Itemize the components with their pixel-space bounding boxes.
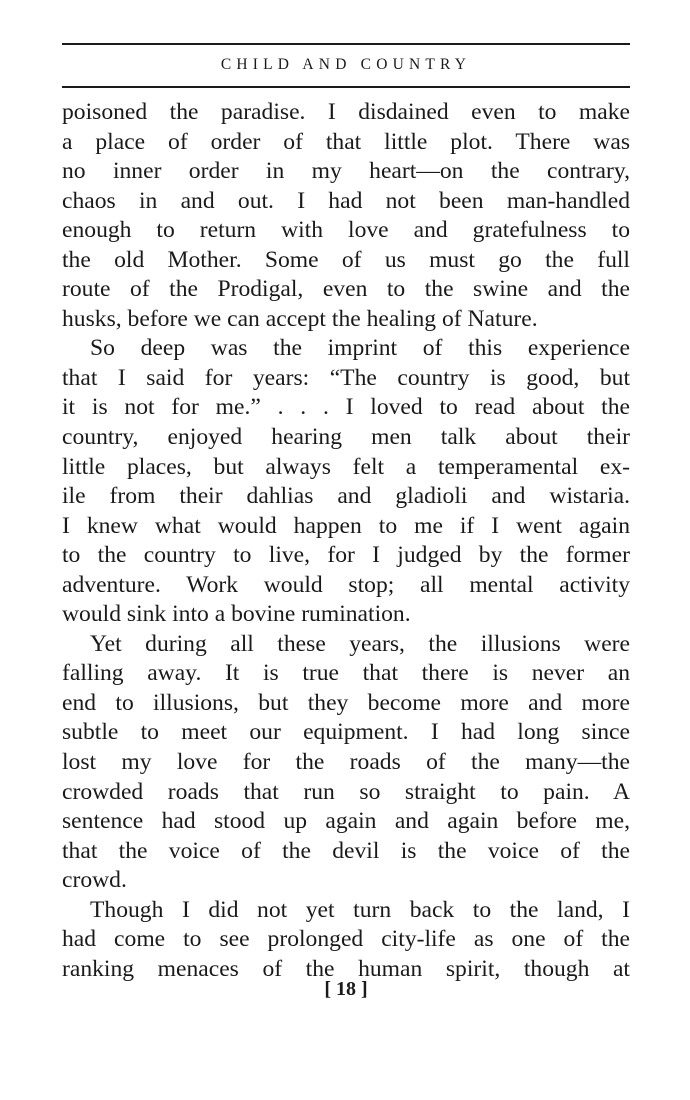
text-line: husks, before we can accept the healing of Nature. bbox=[62, 305, 538, 332]
text-line: no inner order in my heart—on the contrary, bbox=[62, 158, 630, 185]
text-line: end to illusions, but they become more and more bbox=[62, 689, 630, 716]
text-line: crowded roads that run so straight to pain. A bbox=[62, 778, 630, 805]
text-line: subtle to meet our equipment. I had long since bbox=[62, 719, 630, 746]
body-text bbox=[62, 98, 630, 984]
text-line: a place of order of that little plot. There was bbox=[62, 128, 630, 155]
text-line: it is not for me.” . . . I loved to read about the bbox=[62, 394, 630, 421]
text-line: sentence had stood up again and again before me, bbox=[62, 808, 630, 835]
page-number: [ 18 ] bbox=[324, 978, 368, 1000]
text-line: falling away. It is true that there is never an bbox=[62, 660, 630, 687]
text-line: Yet during all these years, the illusions were bbox=[90, 630, 630, 657]
text-line: would sink into a bovine rumination. bbox=[62, 601, 411, 628]
running-head: CHILD AND COUNTRY bbox=[220, 56, 472, 73]
text-line: ranking menaces of the human spirit, though at bbox=[62, 955, 630, 982]
text-line: to the country to live, for I judged by the former bbox=[62, 542, 630, 569]
text-line: lost my love for the roads of the many—the bbox=[62, 749, 630, 776]
text-line: Though I did not yet turn back to the land, I bbox=[90, 896, 630, 923]
text-line: the old Mother. Some of us must go the full bbox=[62, 246, 630, 273]
text-line: adventure. Work would stop; all mental activity bbox=[62, 571, 630, 598]
text-line: So deep was the imprint of this experience bbox=[90, 335, 630, 362]
text-line: that the voice of the devil is the voice of the bbox=[62, 837, 630, 864]
text-line: I knew what would happen to me if I went again bbox=[62, 512, 630, 539]
header-rule-top bbox=[62, 43, 630, 45]
text-line: that I said for years: “The country is good, but bbox=[62, 364, 630, 391]
text-line: country, enjoyed hearing men talk about their bbox=[62, 424, 630, 451]
book-page bbox=[62, 0, 630, 1100]
text-line: crowd. bbox=[62, 867, 127, 894]
text-line: poisoned the paradise. I disdained even to make bbox=[62, 99, 630, 125]
header-rule-bottom bbox=[62, 86, 630, 88]
text-line: little places, but always felt a temperamental ex- bbox=[62, 453, 630, 480]
text-line: ile from their dahlias and gladioli and wistaria. bbox=[62, 483, 630, 510]
text-line: route of the Prodigal, even to the swine and the bbox=[62, 276, 630, 303]
text-line: had come to see prolonged city-life as one of the bbox=[62, 926, 630, 953]
text-line: chaos in and out. I had not been man-handled bbox=[62, 187, 630, 214]
text-line: enough to return with love and gratefulness to bbox=[62, 217, 630, 244]
